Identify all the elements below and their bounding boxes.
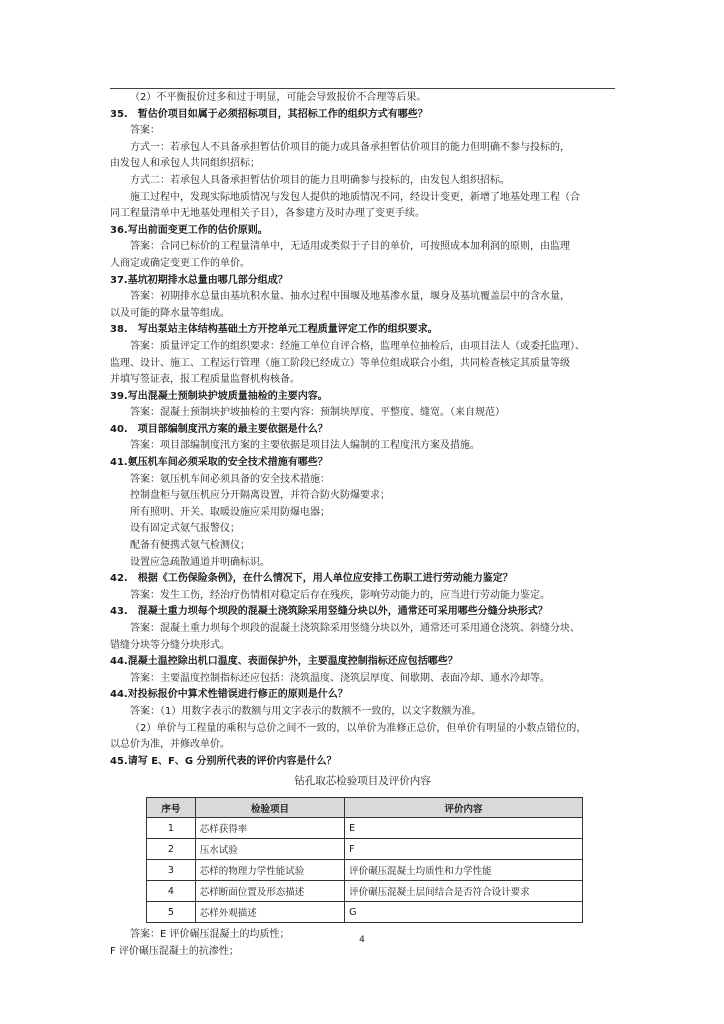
answer-line: 答案：混凝土重力坝每个坝段的混凝土浇筑除采用竖缝分块以外，通常还可采用通仓浇筑、斜缝分块、 — [130, 623, 580, 634]
cell-content: 评价碾压混凝土均质性和力学性能 — [345, 860, 583, 881]
cell-content: G — [345, 902, 583, 923]
answer-line: 配备有便携式氨气检测仪； — [130, 540, 250, 552]
question-heading: 37.基坑初期排水总量由哪几部分组成？ — [110, 274, 288, 286]
answer-line: 人商定或确定变更工作的单价。 — [110, 257, 250, 269]
question-heading: 45.请写 E、F、G 分别所代表的评价内容是什么？ — [110, 755, 337, 767]
cell-item: 芯样断面位置及形态描述 — [195, 881, 344, 902]
question-heading: 43. 混凝土重力坝每个坝段的混凝土浇筑除采用竖缝分块以外，通常还可采用哪些分缝分块形式？ — [110, 606, 548, 618]
table-row — [147, 818, 583, 839]
table-caption: 钻孔取芯检验项目及评价内容 — [294, 775, 431, 788]
core-test-table — [146, 797, 583, 923]
answer-line: F 评价碾压混凝土的抗渗性； — [110, 945, 239, 957]
cell-index: 4 — [147, 881, 196, 902]
cell-item: 芯样外观描述 — [195, 902, 344, 923]
answer-line: 所有照明、开关、取暖设施应采用防爆电器； — [130, 506, 330, 518]
answer-line: 答案：混凝土预制块护坡抽检的主要内容：预制块厚度、平整度、缝宽。（来自规范） — [130, 407, 505, 419]
page-number: 4 — [359, 935, 365, 945]
header-rule — [110, 88, 615, 89]
answer-line: 方式二：若承包人具备承担暂估价项目的能力且明确参与投标的，由发包人组织招标。 — [130, 174, 510, 186]
answer-line: 答案：（1）用数字表示的数额与用文字表示的数额不一致的，以文字数额为准。 — [130, 705, 482, 717]
answer-line: 施工过程中，发现实际地质情况与发包人提供的地质情况不同，经设计变更，新增了地基处理工程（合 — [130, 191, 580, 203]
cell-item: 压水试验 — [195, 839, 344, 860]
answer-line: 答案：主要温度控制指标还应包括：浇筑温度、浇筑层厚度、间歇期、表面冷却、通水冷却等。 — [130, 672, 550, 684]
answer-line: 答案：E 评价碾压混凝土的均质性； — [130, 929, 290, 941]
answer-line: （2）单价与工程量的乘积与总价之间不一致的，以单价为准修正总价，但单价有明显的小数点错位的， — [130, 722, 587, 734]
answer-line: 答案：初期排水总量由基坑积水量、抽水过程中围堰及地基渗水量，堰身及基坑覆盖层中的含水量， — [130, 291, 570, 303]
answer-line: 以及可能的降水量等组成。 — [110, 307, 230, 319]
answer-line: （2）不平衡报价过多和过于明显，可能会导致报价不合理等后果。 — [130, 92, 427, 103]
answer-line: 答案： — [130, 125, 160, 137]
question-heading: 39.写出混凝土预制块护坡质量抽检的主要内容。 — [110, 390, 328, 402]
question-list — [110, 90, 615, 770]
answer-line: 方式一：若承包人不具备承担暂估价项目的能力或具备承担暂估价项目的能力但明确不参与投标的， — [130, 141, 570, 153]
cell-content: 评价碾压混凝土层间结合是否符合设计要求 — [345, 881, 583, 902]
table-header-row — [147, 798, 583, 818]
answer-line: 以总价为准，并修改单价。 — [110, 739, 230, 751]
question-heading: 44.对投标报价中算术性错误进行修正的原则是什么？ — [110, 689, 348, 701]
question-heading: 35. 暂估价项目如属于必须招标项目，其招标工作的组织方式有哪些？ — [110, 108, 428, 120]
header-content: 评价内容 — [345, 798, 583, 818]
answer-line: 并填写签证表，报工程质量监督机构核备。 — [110, 374, 300, 386]
cell-item: 芯样的物理力学性能试验 — [195, 860, 344, 881]
cell-index: 1 — [147, 818, 196, 839]
table-row — [147, 881, 583, 902]
table-row — [147, 860, 583, 881]
cell-index: 5 — [147, 902, 196, 923]
answer-line: 控制盘柜与氨压机应分开隔离设置，并符合防火防爆要求； — [130, 490, 390, 502]
cell-index: 3 — [147, 860, 196, 881]
answer-line: 答案：质量评定工作的组织要求：经施工单位自评合格，监理单位抽检后，由项目法人（或委托监理）、 — [130, 340, 585, 352]
cell-item: 芯样获得率 — [195, 818, 344, 839]
answer-line: 答案：合同已标价的工程量清单中，无适用或类似于子目的单价，可按照成本加利润的原则，由监理 — [130, 241, 570, 253]
cell-content: E — [345, 818, 583, 839]
answer-line: 设置应急疏散通道并明确标识。 — [130, 556, 270, 568]
question-heading: 42. 根据《工伤保险条例》，在什么情况下，用人单位应安排工伤职工进行劳动能力鉴定？ — [110, 573, 513, 585]
question-heading: 44.混凝土温控除出机口温度、表面保护外，主要温度控制指标还应包括哪些？ — [110, 656, 458, 668]
page-content — [110, 90, 615, 961]
answer-line: 答案：项目部编制度汛方案的主要依据是项目法人编制的工程度汛方案及措施。 — [130, 440, 480, 452]
question-heading: 36.写出前面变更工作的估价原则。 — [110, 224, 268, 236]
answer-line: 设有固定式氨气报警仪； — [130, 523, 240, 535]
header-index: 序号 — [147, 798, 196, 818]
answer-line: 同工程量清单中无地基处理相关子目），各参建方及时办理了变更手续。 — [110, 208, 425, 220]
table-row — [147, 839, 583, 860]
question-heading: 41.氨压机车间必须采取的安全技术措施有哪些？ — [110, 457, 328, 469]
answer-line: 答案：氨压机车间必须具备的安全技术措施： — [130, 473, 330, 485]
cell-index: 2 — [147, 839, 196, 860]
table-row — [147, 902, 583, 923]
question-heading: 38. 写出泵站主体结构基础土方开挖单元工程质量评定工作的组织要求。 — [110, 324, 438, 336]
cell-content: F — [345, 839, 583, 860]
answer-line: 由发包人和承包人共同组织招标； — [110, 158, 260, 170]
answer-line: 错缝分块等分缝分块形式。 — [110, 639, 230, 651]
question-heading: 40. 项目部编制度汛方案的最主要依据是什么？ — [110, 423, 328, 435]
answer-line: 答案：发生工伤，经治疗伤情相对稳定后存在残疾，影响劳动能力的，应当进行劳动能力鉴定。 — [130, 589, 550, 601]
header-item: 检验项目 — [195, 798, 344, 818]
answer-line: 监理、设计、施工、工程运行管理（施工阶段已经成立）等单位组成联合小组，共同检查核定其质量等级 — [110, 357, 570, 369]
